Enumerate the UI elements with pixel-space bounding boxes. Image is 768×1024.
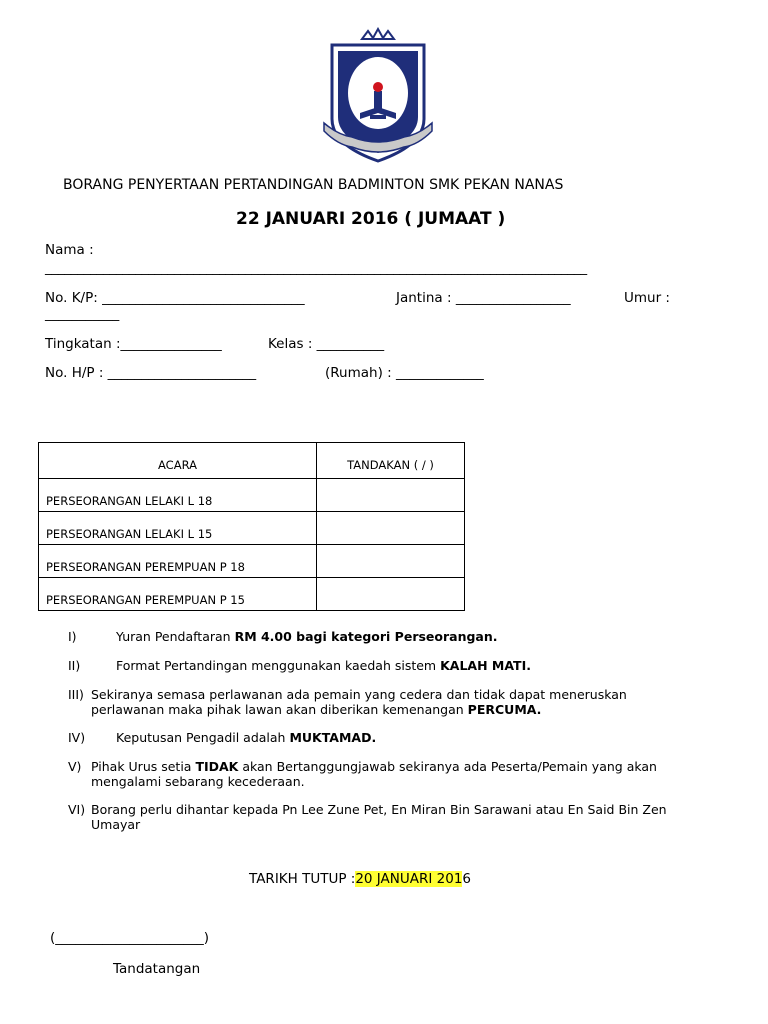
form-date: 22 JANUARI 2016 ( JUMAAT ) (236, 209, 506, 229)
note-number: I) (68, 629, 77, 644)
table-row (39, 479, 465, 512)
note-text-tail: akan Bertanggungjawab sekiranya ada Peserta/Pemain yang akan mengalami sebarang kecederaan. (91, 759, 657, 789)
note-text: Sekiranya semasa perlawanan ada pemain yang cedera dan tidak dapat meneruskan perlawanan maka pihak lawan akan diberikan kemenangan (91, 687, 627, 717)
note-text: Format Pertandingan menggunakan kaedah sistem (116, 658, 441, 673)
kp-field[interactable]: No. K/P: ______________________________ (45, 290, 305, 306)
note-text: Yuran Pendaftaran (116, 629, 235, 644)
note-text: Pihak Urus setia (91, 759, 196, 774)
umur-label: Umur : (624, 290, 670, 306)
note-bold: RM 4.00 bagi kategori Perseorangan. (234, 629, 498, 644)
hp-field[interactable]: No. H/P : ______________________ (45, 365, 257, 381)
closing-date-highlight: 20 JANUARI 201 (355, 871, 463, 887)
table-header-row (39, 443, 465, 479)
nama-label: Nama : (45, 242, 94, 258)
mark-cell[interactable] (317, 578, 465, 611)
closing-label: TARIKH TUTUP : (249, 871, 356, 887)
mark-cell[interactable] (317, 545, 465, 578)
note-text: Keputusan Pengadil adalah (116, 730, 290, 745)
school-crest-logo (318, 27, 438, 165)
table-row (39, 578, 465, 611)
note-number: IV) (68, 730, 86, 745)
nama-field[interactable]: ____________________________________________________________________________________ (45, 260, 587, 276)
tingkatan-field[interactable]: Tingkatan :_______________ (45, 336, 222, 352)
kelas-field[interactable]: Kelas : __________ (268, 336, 385, 352)
note-number: III) (68, 687, 84, 702)
closing-date (249, 871, 471, 887)
event-name: PERSEORANGAN PEREMPUAN P 15 (39, 578, 317, 611)
mark-cell[interactable] (317, 512, 465, 545)
closing-date-tail: 6 (462, 871, 472, 887)
jantina-field[interactable]: Jantina : _________________ (396, 290, 571, 306)
note-bold: MUKTAMAD. (289, 730, 377, 745)
note-text: Borang perlu dihantar kepada Pn Lee Zune Pet, En Miran Bin Sarawani atau En Said Bin Zen Umayar (91, 802, 667, 832)
rumah-field[interactable]: (Rumah) : _____________ (325, 365, 484, 381)
event-name: PERSEORANGAN LELAKI L 15 (39, 512, 317, 545)
table-row (39, 545, 465, 578)
note-number: VI) (68, 802, 86, 817)
note-bold: KALAH MATI. (440, 658, 531, 673)
note-bold: PERCUMA. (467, 702, 542, 717)
header-tandakan: TANDAKAN ( / ) (317, 443, 465, 479)
mark-cell[interactable] (317, 479, 465, 512)
signature-line[interactable]: (______________________) (50, 930, 210, 946)
note-number: V) (68, 759, 82, 774)
event-name: PERSEORANGAN PEREMPUAN P 18 (39, 545, 317, 578)
form-title: BORANG PENYERTAAN PERTANDINGAN BADMINTON SMK PEKAN NANAS (63, 177, 564, 193)
umur-field[interactable]: ___________ (45, 306, 120, 322)
header-acara: ACARA (39, 443, 317, 479)
event-table (38, 442, 465, 611)
signature-label: Tandatangan (113, 961, 201, 977)
note-number: II) (68, 658, 81, 673)
note-bold: TIDAK (195, 759, 239, 774)
event-name: PERSEORANGAN LELAKI L 18 (39, 479, 317, 512)
table-row (39, 512, 465, 545)
